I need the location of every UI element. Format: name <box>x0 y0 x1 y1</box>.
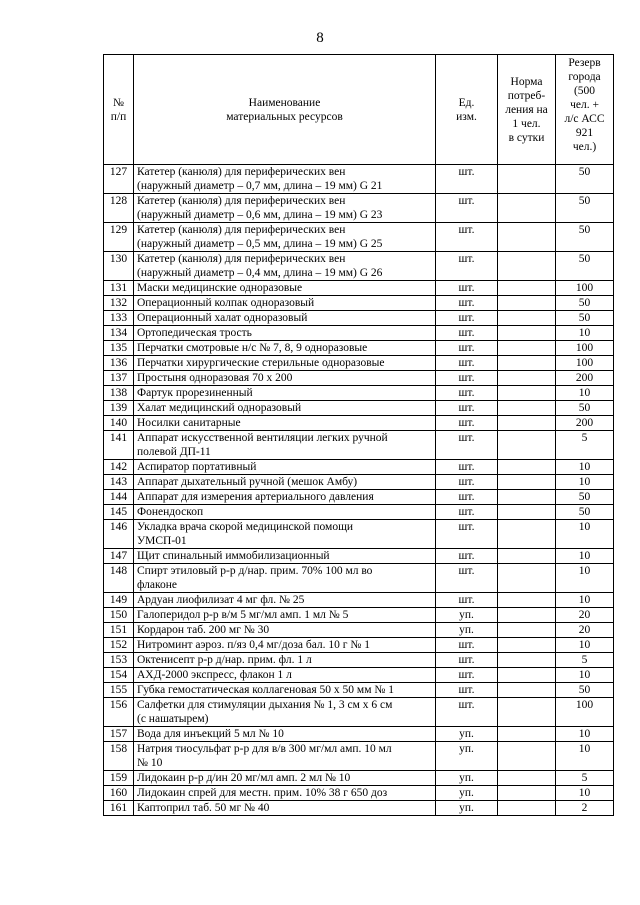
row-unit: шт. <box>436 326 498 341</box>
row-number: 129 <box>104 223 134 252</box>
table-row <box>104 564 614 593</box>
row-unit: шт. <box>436 223 498 252</box>
row-reserve: 20 <box>556 623 614 638</box>
row-reserve: 10 <box>556 520 614 549</box>
row-number: 149 <box>104 593 134 608</box>
row-unit: шт. <box>436 698 498 727</box>
row-number: 148 <box>104 564 134 593</box>
row-name: Губка гемостатическая коллагеновая 50 х 50 мм № 1 <box>134 683 436 698</box>
table-row <box>104 608 614 623</box>
row-unit: шт. <box>436 341 498 356</box>
row-number: 127 <box>104 165 134 194</box>
row-norm <box>498 549 556 564</box>
row-reserve: 2 <box>556 801 614 816</box>
row-unit: шт. <box>436 564 498 593</box>
row-name: Натрия тиосульфат р-р для в/в 300 мг/мл амп. 10 мл № 10 <box>134 742 436 771</box>
row-name: Перчатки смотровые н/с № 7, 8, 9 одноразовые <box>134 341 436 356</box>
table-row <box>104 252 614 281</box>
row-name: Ортопедическая трость <box>134 326 436 341</box>
row-number: 135 <box>104 341 134 356</box>
row-number: 141 <box>104 431 134 460</box>
row-unit: шт. <box>436 401 498 416</box>
row-norm <box>498 356 556 371</box>
table-row <box>104 801 614 816</box>
row-reserve: 10 <box>556 326 614 341</box>
row-name: Октенисепт р-р д/нар. прим. фл. 1 л <box>134 653 436 668</box>
table-row <box>104 475 614 490</box>
row-number: 143 <box>104 475 134 490</box>
row-name: Простыня одноразовая 70 х 200 <box>134 371 436 386</box>
row-number: 159 <box>104 771 134 786</box>
row-reserve: 5 <box>556 431 614 460</box>
row-number: 151 <box>104 623 134 638</box>
table-row <box>104 490 614 505</box>
row-reserve: 100 <box>556 698 614 727</box>
row-number: 152 <box>104 638 134 653</box>
row-norm <box>498 194 556 223</box>
row-unit: уп. <box>436 727 498 742</box>
table-row <box>104 223 614 252</box>
row-number: 139 <box>104 401 134 416</box>
row-reserve: 100 <box>556 356 614 371</box>
row-name: Лидокаин спрей для местн. прим. 10% 38 г 650 доз <box>134 786 436 801</box>
row-reserve: 10 <box>556 742 614 771</box>
row-name: Галоперидол р-р в/м 5 мг/мл амп. 1 мл № 5 <box>134 608 436 623</box>
table-row <box>104 638 614 653</box>
row-reserve: 200 <box>556 371 614 386</box>
header-unit: Ед. изм. <box>436 55 498 165</box>
row-unit: шт. <box>436 593 498 608</box>
row-number: 147 <box>104 549 134 564</box>
page-number: 8 <box>316 30 324 46</box>
table-row <box>104 460 614 475</box>
resources-table <box>103 54 614 816</box>
row-unit: шт. <box>436 311 498 326</box>
row-norm <box>498 786 556 801</box>
row-name: Вода для инъекций 5 мл № 10 <box>134 727 436 742</box>
row-unit: уп. <box>436 608 498 623</box>
row-name: Халат медицинский одноразовый <box>134 401 436 416</box>
row-reserve: 10 <box>556 549 614 564</box>
row-name: Катетер (канюля) для периферических вен (наружный диаметр – 0,6 мм, длина – 19 мм) G 23 <box>134 194 436 223</box>
table-row <box>104 341 614 356</box>
header-num: № п/п <box>104 55 134 165</box>
row-norm <box>498 165 556 194</box>
row-unit: шт. <box>436 490 498 505</box>
row-name: Укладка врача скорой медицинской помощи УМСП-01 <box>134 520 436 549</box>
row-norm <box>498 281 556 296</box>
row-norm <box>498 623 556 638</box>
row-unit: шт. <box>436 520 498 549</box>
row-norm <box>498 698 556 727</box>
row-name: Аппарат для измерения артериального давления <box>134 490 436 505</box>
row-reserve: 50 <box>556 223 614 252</box>
row-unit: уп. <box>436 771 498 786</box>
row-reserve: 50 <box>556 401 614 416</box>
row-reserve: 50 <box>556 252 614 281</box>
table-row <box>104 698 614 727</box>
table-row <box>104 505 614 520</box>
row-norm <box>498 638 556 653</box>
row-unit: шт. <box>436 475 498 490</box>
table-row <box>104 623 614 638</box>
row-unit: уп. <box>436 786 498 801</box>
row-unit: уп. <box>436 742 498 771</box>
row-unit: шт. <box>436 416 498 431</box>
row-number: 158 <box>104 742 134 771</box>
row-name: Ардуан лиофилизат 4 мг фл. № 25 <box>134 593 436 608</box>
table-row <box>104 386 614 401</box>
row-number: 142 <box>104 460 134 475</box>
row-number: 132 <box>104 296 134 311</box>
row-norm <box>498 608 556 623</box>
row-norm <box>498 460 556 475</box>
row-name: Аппарат искусственной вентиляции легких ручной полевой ДП-11 <box>134 431 436 460</box>
table-row <box>104 311 614 326</box>
row-norm <box>498 386 556 401</box>
table-row <box>104 416 614 431</box>
row-norm <box>498 801 556 816</box>
row-number: 128 <box>104 194 134 223</box>
row-number: 146 <box>104 520 134 549</box>
row-name: Аспиратор портативный <box>134 460 436 475</box>
row-reserve: 50 <box>556 490 614 505</box>
table-row <box>104 431 614 460</box>
row-unit: шт. <box>436 386 498 401</box>
row-unit: шт. <box>436 653 498 668</box>
table-row <box>104 326 614 341</box>
row-number: 156 <box>104 698 134 727</box>
row-reserve: 50 <box>556 296 614 311</box>
row-unit: шт. <box>436 460 498 475</box>
row-reserve: 50 <box>556 165 614 194</box>
row-number: 130 <box>104 252 134 281</box>
row-reserve: 10 <box>556 564 614 593</box>
row-norm <box>498 326 556 341</box>
table-row <box>104 165 614 194</box>
row-name: Нитроминт аэроз. п/яз 0,4 мг/доза бал. 10 г № 1 <box>134 638 436 653</box>
table-row <box>104 401 614 416</box>
row-name: Кордарон таб. 200 мг № 30 <box>134 623 436 638</box>
row-reserve: 200 <box>556 416 614 431</box>
table-row <box>104 786 614 801</box>
row-name: Операционный колпак одноразовый <box>134 296 436 311</box>
row-number: 145 <box>104 505 134 520</box>
row-unit: шт. <box>436 356 498 371</box>
row-norm <box>498 490 556 505</box>
table-row <box>104 356 614 371</box>
row-reserve: 10 <box>556 475 614 490</box>
row-reserve: 100 <box>556 341 614 356</box>
table-row <box>104 771 614 786</box>
row-norm <box>498 401 556 416</box>
table-row <box>104 742 614 771</box>
row-name: Фартук прорезиненный <box>134 386 436 401</box>
row-unit: шт. <box>436 549 498 564</box>
table-header-row <box>104 55 614 165</box>
header-name: Наименование материальных ресурсов <box>134 55 436 165</box>
row-number: 134 <box>104 326 134 341</box>
row-norm <box>498 223 556 252</box>
row-number: 150 <box>104 608 134 623</box>
row-norm <box>498 683 556 698</box>
row-number: 154 <box>104 668 134 683</box>
row-name: Операционный халат одноразовый <box>134 311 436 326</box>
row-unit: шт. <box>436 638 498 653</box>
row-norm <box>498 520 556 549</box>
row-norm <box>498 771 556 786</box>
row-name: АХД-2000 экспресс, флакон 1 л <box>134 668 436 683</box>
row-name: Спирт этиловый р-р д/нар. прим. 70% 100 мл во флаконе <box>134 564 436 593</box>
row-reserve: 50 <box>556 683 614 698</box>
row-norm <box>498 416 556 431</box>
table-row <box>104 194 614 223</box>
row-unit: шт. <box>436 165 498 194</box>
row-reserve: 10 <box>556 638 614 653</box>
row-number: 140 <box>104 416 134 431</box>
row-reserve: 5 <box>556 653 614 668</box>
row-number: 157 <box>104 727 134 742</box>
row-unit: шт. <box>436 194 498 223</box>
table-row <box>104 668 614 683</box>
row-reserve: 10 <box>556 386 614 401</box>
row-reserve: 50 <box>556 505 614 520</box>
row-number: 160 <box>104 786 134 801</box>
row-reserve: 10 <box>556 593 614 608</box>
row-reserve: 20 <box>556 608 614 623</box>
row-name: Катетер (канюля) для периферических вен (наружный диаметр – 0,5 мм, длина – 19 мм) G 25 <box>134 223 436 252</box>
row-unit: шт. <box>436 431 498 460</box>
row-unit: шт. <box>436 505 498 520</box>
row-name: Маски медицинские одноразовые <box>134 281 436 296</box>
row-reserve: 100 <box>556 281 614 296</box>
table-row <box>104 296 614 311</box>
table-row <box>104 371 614 386</box>
table-row <box>104 653 614 668</box>
row-unit: шт. <box>436 252 498 281</box>
row-unit: шт. <box>436 371 498 386</box>
table-row <box>104 281 614 296</box>
row-name: Щит спинальный иммобилизационный <box>134 549 436 564</box>
row-norm <box>498 341 556 356</box>
row-number: 155 <box>104 683 134 698</box>
row-norm <box>498 311 556 326</box>
row-norm <box>498 727 556 742</box>
row-name: Лидокаин р-р д/ин 20 мг/мл амп. 2 мл № 10 <box>134 771 436 786</box>
row-reserve: 10 <box>556 727 614 742</box>
row-norm <box>498 371 556 386</box>
row-number: 144 <box>104 490 134 505</box>
row-number: 153 <box>104 653 134 668</box>
row-number: 137 <box>104 371 134 386</box>
row-reserve: 50 <box>556 194 614 223</box>
row-norm <box>498 593 556 608</box>
row-number: 131 <box>104 281 134 296</box>
row-unit: уп. <box>436 801 498 816</box>
row-norm <box>498 505 556 520</box>
row-number: 138 <box>104 386 134 401</box>
row-number: 133 <box>104 311 134 326</box>
row-unit: шт. <box>436 296 498 311</box>
row-name: Салфетки для стимуляции дыхания № 1, 3 см х 6 см (с нашатырем) <box>134 698 436 727</box>
row-name: Носилки санитарные <box>134 416 436 431</box>
row-unit: шт. <box>436 683 498 698</box>
row-name: Катетер (канюля) для периферических вен (наружный диаметр – 0,7 мм, длина – 19 мм) G 21 <box>134 165 436 194</box>
table-row <box>104 549 614 564</box>
row-name: Фонендоскоп <box>134 505 436 520</box>
row-reserve: 5 <box>556 771 614 786</box>
row-number: 136 <box>104 356 134 371</box>
header-reserve: Резерв города (500 чел. + л/с АСС 921 чел.) <box>556 55 614 165</box>
row-unit: уп. <box>436 623 498 638</box>
row-unit: шт. <box>436 668 498 683</box>
row-name: Аппарат дыхательный ручной (мешок Амбу) <box>134 475 436 490</box>
row-norm <box>498 296 556 311</box>
row-norm <box>498 252 556 281</box>
row-reserve: 10 <box>556 668 614 683</box>
table-row <box>104 727 614 742</box>
row-norm <box>498 564 556 593</box>
row-name: Катетер (канюля) для периферических вен (наружный диаметр – 0,4 мм, длина – 19 мм) G 26 <box>134 252 436 281</box>
header-norm: Норма потреб- ления на 1 чел. в сутки <box>498 55 556 165</box>
row-norm <box>498 668 556 683</box>
row-reserve: 10 <box>556 786 614 801</box>
row-reserve: 50 <box>556 311 614 326</box>
row-norm <box>498 653 556 668</box>
row-norm <box>498 742 556 771</box>
row-number: 161 <box>104 801 134 816</box>
table-row <box>104 593 614 608</box>
table-row <box>104 683 614 698</box>
row-name: Перчатки хирургические стерильные одноразовые <box>134 356 436 371</box>
row-name: Каптоприл таб. 50 мг № 40 <box>134 801 436 816</box>
row-norm <box>498 475 556 490</box>
row-unit: шт. <box>436 281 498 296</box>
row-reserve: 10 <box>556 460 614 475</box>
table-row <box>104 520 614 549</box>
row-norm <box>498 431 556 460</box>
